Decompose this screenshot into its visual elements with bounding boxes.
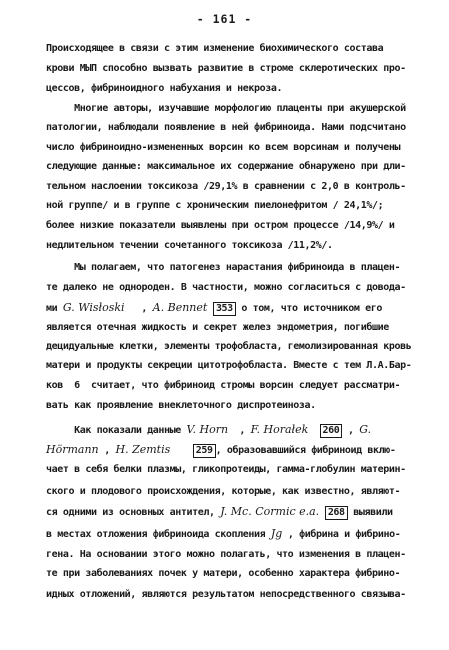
text-segment: является отечная жидкость и секрет желез эндометрия, погибшие	[46, 322, 389, 333]
text-segment: ми	[46, 303, 63, 314]
text-line	[46, 341, 426, 353]
text-segment: , фибрина и фибрино-	[282, 529, 401, 540]
text-segment: Многие авторы, изучавшие морфологию плаценты при акушерской	[46, 103, 406, 114]
text-line	[46, 322, 426, 334]
text-line	[46, 424, 426, 438]
text-segment: гена. На основании этого можно полагать, что изменения в плацен-	[46, 549, 406, 560]
text-segment: Происходящее в связи с этим изменение биохимического состава	[46, 43, 384, 54]
text-segment: ся одними из основных антител,	[46, 507, 221, 518]
text-segment: о том, что источником его	[235, 303, 382, 314]
text-line	[46, 181, 426, 193]
text-line	[46, 83, 426, 95]
text-line	[46, 142, 426, 154]
text-segment: тельном наслоении токсикоза /29,1% в сравнении с 2,0 в контроль-	[46, 181, 406, 192]
text-line	[46, 240, 426, 252]
handwritten-name: J. Mc. Cormic e.a.	[220, 505, 320, 518]
text-line	[46, 43, 426, 55]
handwritten-name: A. Bennet	[152, 301, 208, 314]
text-segment	[308, 425, 319, 436]
text-line	[46, 220, 426, 232]
text-segment: вать как проявление внеклеточного диспротеиноза.	[46, 400, 316, 411]
handwritten-name: Hörmann	[46, 443, 99, 456]
text-line	[46, 122, 426, 134]
text-line	[46, 506, 426, 520]
handwritten-name: Jg	[270, 527, 283, 540]
text-segment: выявили	[347, 507, 393, 518]
text-segment: матери и продукты секреции цитотрофобласта. Вместе с тем Л.А.Бар-	[46, 360, 412, 371]
text-line	[46, 360, 426, 372]
text-segment: следующие данные: максимальное их содержание обнаружено при дли-	[46, 161, 406, 172]
text-line	[46, 380, 426, 392]
text-segment: ского и плодового происхождения, которые, как известно, являют-	[46, 486, 401, 497]
handwritten-name: H. Zemtis	[115, 443, 171, 456]
text-segment: Мы полагаем, что патогенез нарастания фибриноида в плацен-	[46, 262, 401, 273]
text-segment: в местах отложения фибриноида скопления	[46, 529, 271, 540]
text-line	[46, 549, 426, 561]
text-segment: число фибриноидно-измененных ворсин ко всем ворсинам и получены	[46, 142, 401, 153]
reference-number: 259	[193, 444, 216, 458]
text-line	[46, 103, 426, 115]
text-line	[46, 464, 426, 476]
reference-number: 353	[213, 302, 236, 316]
text-line	[46, 444, 426, 458]
text-line	[46, 282, 426, 294]
text-segment: ной группе/ и в группе с хроническим пиелонефритом / 24,1%/;	[46, 200, 384, 211]
text-line	[46, 161, 426, 173]
text-line	[46, 302, 426, 316]
text-segment: ,	[124, 303, 153, 314]
text-line	[46, 528, 426, 541]
text-segment	[170, 445, 192, 456]
handwritten-name: V. Horn	[186, 423, 229, 436]
text-line	[46, 589, 426, 601]
handwritten-name: F. Horałek	[250, 423, 309, 436]
text-line	[46, 262, 426, 274]
text-segment: ков 6 считает, что фибриноид стромы ворсин следует рассматри-	[46, 380, 401, 391]
text-segment: , образовавшийся фибриноид вклю-	[215, 445, 396, 456]
text-segment: децидуальные клетки, элементы трофобласта, гемолизированная кровь	[46, 341, 412, 352]
reference-number: 260	[320, 424, 343, 438]
text-segment: те далеко не однороден. В частности, можно согласиться с довода-	[46, 282, 406, 293]
reference-number: 268	[325, 506, 348, 520]
text-line	[46, 400, 426, 412]
text-segment: более низкие показатели выявлены при остром процессе /14,9%/ и	[46, 220, 395, 231]
text-segment: недлительном течении сочетанного токсикоза /11,2%/.	[46, 240, 333, 251]
text-segment: цессов, фибриноидного набухания и некроза.	[46, 83, 283, 94]
text-line	[46, 486, 426, 498]
text-line	[46, 568, 426, 580]
text-segment: ,	[228, 425, 251, 436]
handwritten-name: G. Wisłoski	[62, 301, 125, 314]
text-segment: патологии, наблюдали появление в ней фибриноида. Нами подсчитано	[46, 122, 406, 133]
text-segment: ,	[342, 425, 360, 436]
page-number: - 161 -	[196, 12, 253, 26]
text-line	[46, 200, 426, 212]
text-segment: крови МЫП способно вызвать развитие в строме склеротических про-	[46, 63, 406, 74]
handwritten-name: G.	[359, 423, 372, 436]
text-segment: чает в себя белки плазмы, гликопротеиды, гамма-глобулин материн-	[46, 464, 406, 475]
text-segment: Как показали данные	[46, 425, 187, 436]
text-segment: ,	[98, 445, 116, 456]
text-segment: те при заболеваниях почек у матери, особенно характера фибрино-	[46, 568, 401, 579]
text-segment: идных отложений, являются результатом непосредственного связыва-	[46, 589, 406, 600]
text-line	[46, 63, 426, 75]
